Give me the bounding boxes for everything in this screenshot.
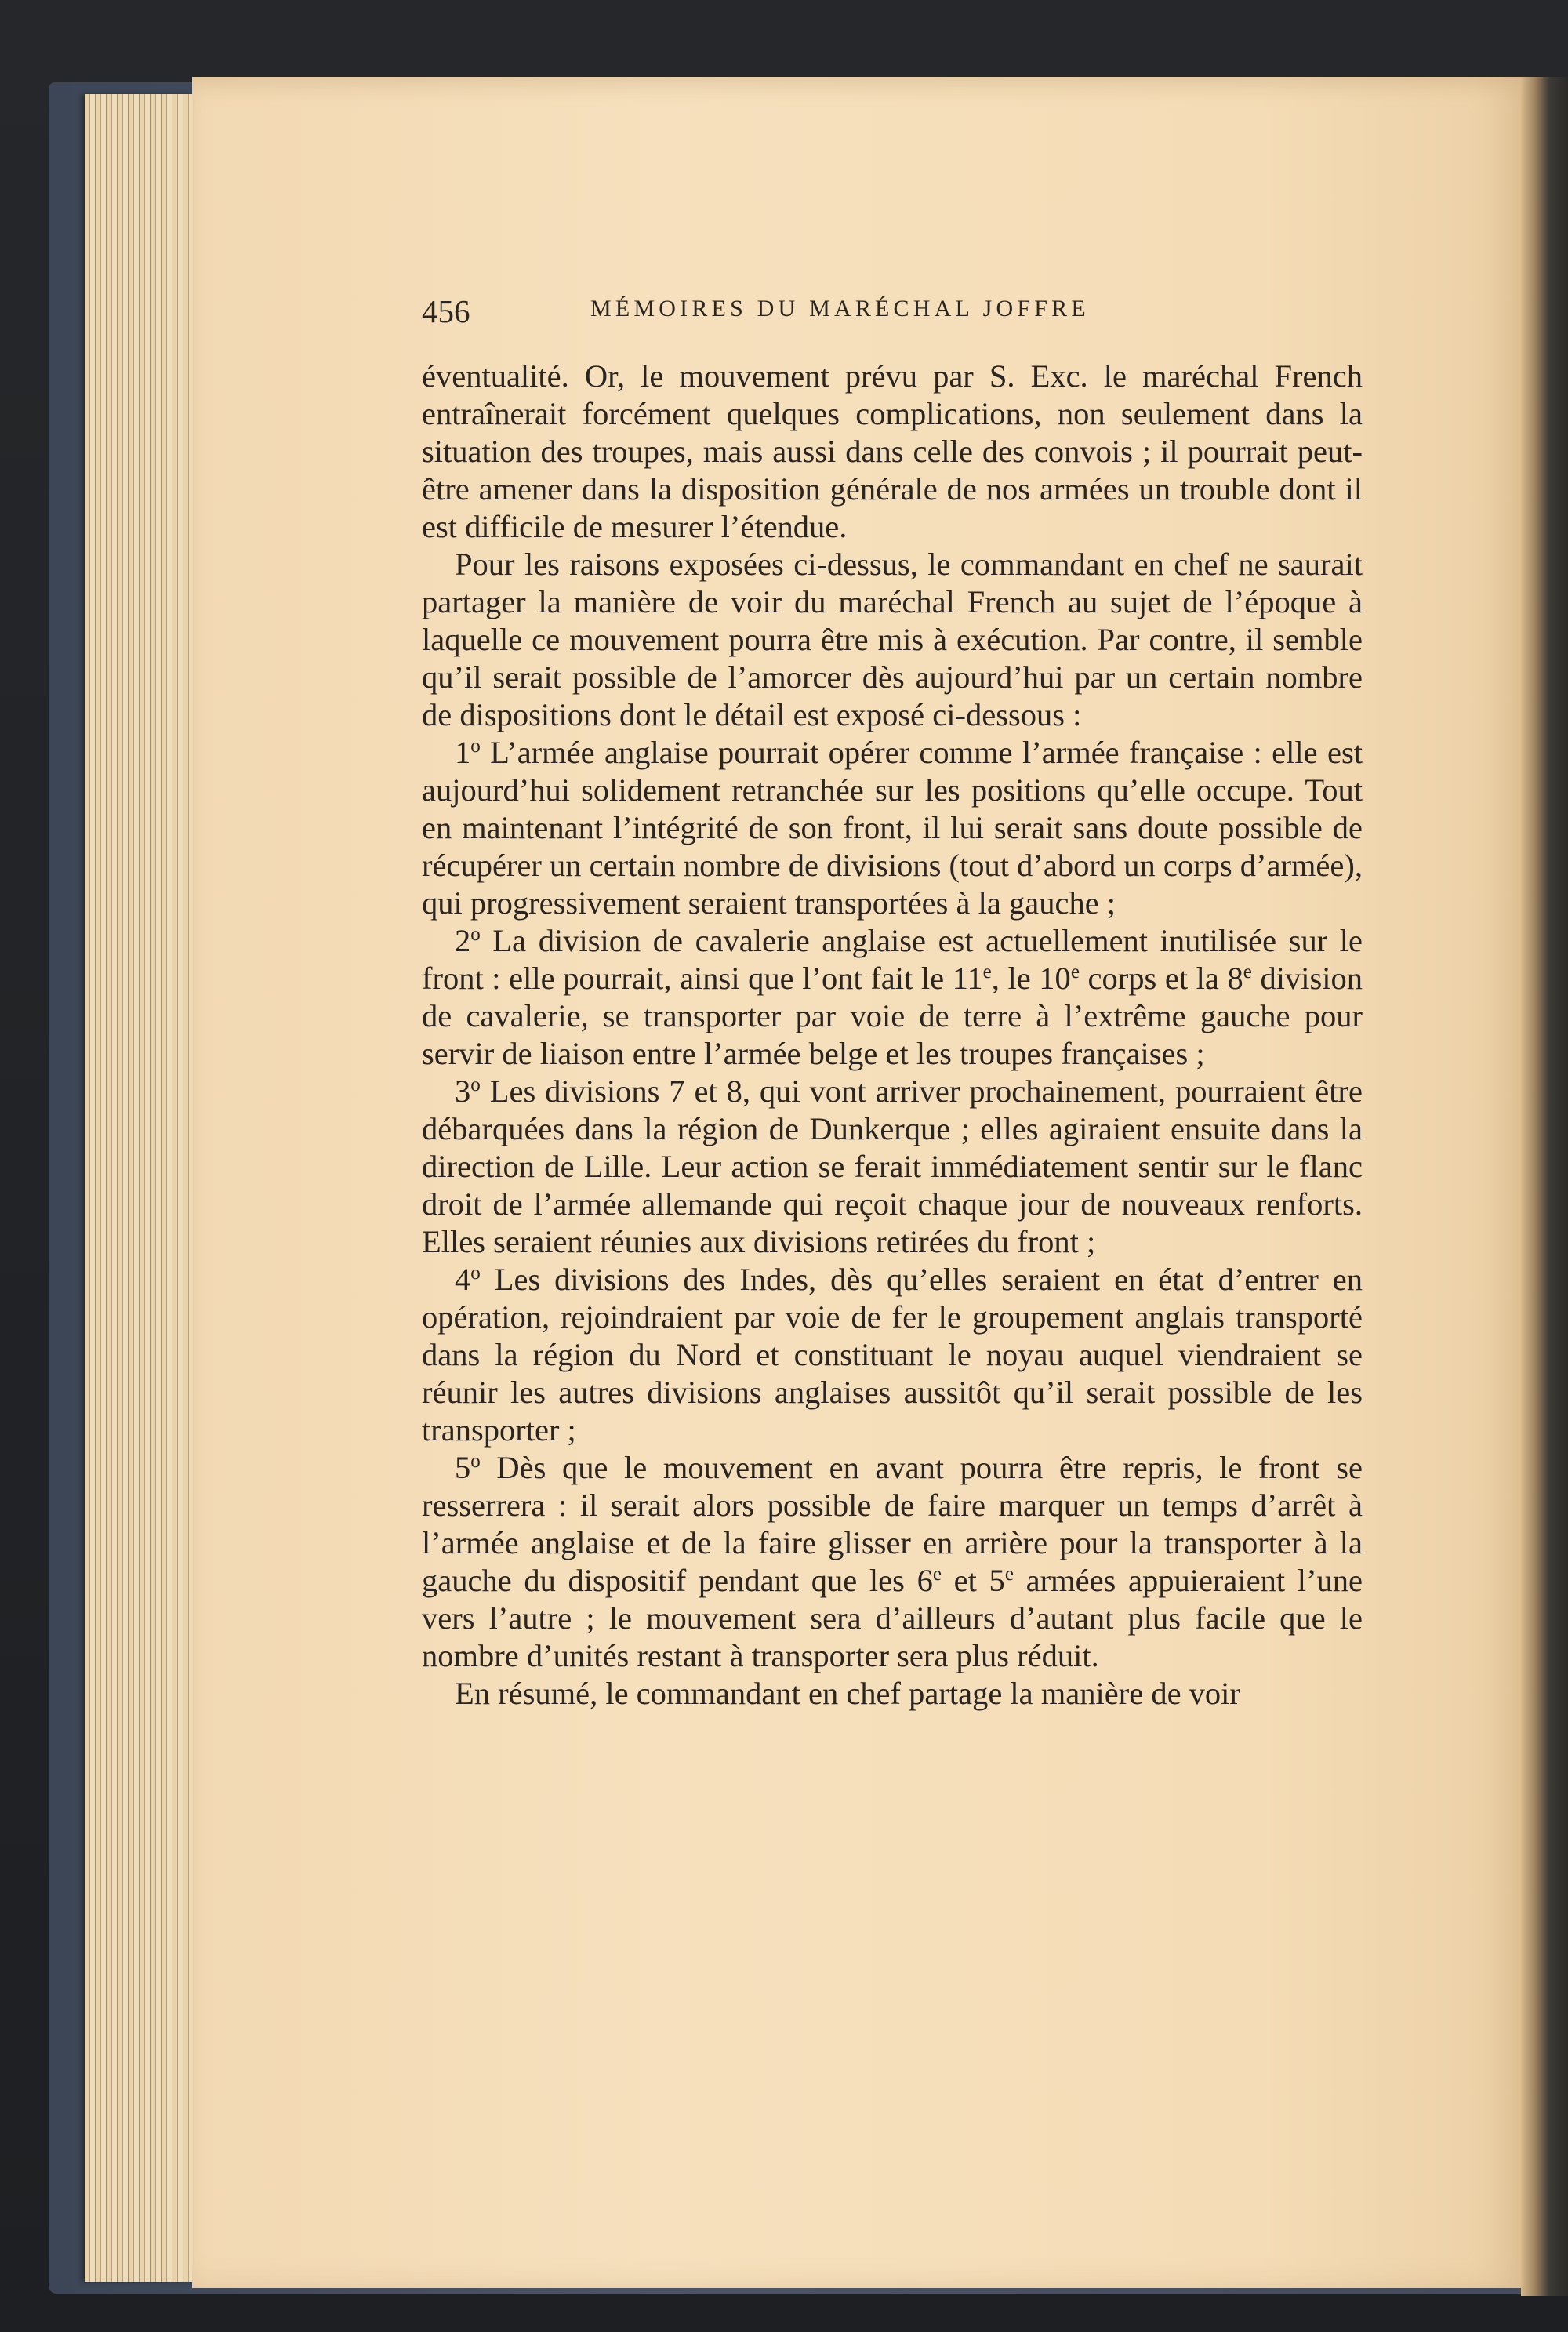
item-text: et 5 xyxy=(942,1563,1005,1598)
item-text: Les divisions 7 et 8, qui vont arriver prochainement, pourraient être débarquées dans la région de Dunkerque ; elles agiraient ensuite dans la direction de Lille. Leur action se ferait immédiatement sentir sur le flanc droit de l’armée allemande qui reçoit chaque jour de nouveaux renforts. Elles seraient réunies aux divisions retirées du front ; xyxy=(422,1073,1363,1259)
list-item-1 xyxy=(422,734,1363,922)
item-number: 5 xyxy=(455,1450,471,1485)
item-text: corps et la 8 xyxy=(1079,961,1243,996)
page-number: 456 xyxy=(422,293,470,329)
ordinal-mark: o xyxy=(470,1451,481,1473)
item-text: La division de cavalerie anglaise est actuellement inutilisée sur le front : elle pourrait, ainsi que l’ont fait le 11 xyxy=(422,923,1363,996)
item-number: 2 xyxy=(455,923,471,958)
ordinal-mark: o xyxy=(470,1262,481,1284)
ordinal-mark: o xyxy=(470,924,481,946)
item-number: 3 xyxy=(455,1073,471,1109)
item-text: L’armée anglaise pourrait opérer comme l’armée française : elle est aujourd’hui solidement retranchée sur les positions qu’elle occupe. Tout en maintenant l’intégrité de son front, il lui serait sans doute possible de récupérer un certain nombre de divisions (tout d’abord un corps d’armée), qui progressivement seraient transportées à la gauche ; xyxy=(422,735,1363,921)
list-item-4 xyxy=(422,1261,1363,1449)
item-text: armées appuieraient l’une vers l’autre ; le mouvement sera d’ailleurs d’autant plus facile que le nombre d’unités restant à transporter sera plus réduit. xyxy=(422,1563,1363,1673)
list-item-5 xyxy=(422,1449,1363,1675)
paragraph-continued: éventualité. Or, le mouvement prévu par S. Exc. le maréchal French entraînerait forcément quelques complications, non seulement dans la situation des troupes, mais aussi dans celle des convois ; il pourrait peut-être amener dans la disposition générale de nos armées un trouble dont il est difficile de mesurer l’étendue. xyxy=(422,358,1363,544)
book-gutter xyxy=(1521,77,1568,2296)
item-number: 4 xyxy=(455,1262,471,1297)
ordinal-mark: e xyxy=(1070,961,1080,983)
ordinal-mark: o xyxy=(470,736,481,757)
ordinal-mark: e xyxy=(982,961,992,983)
item-text: division de cavalerie, se transporter par voie de terre à l’extrême gauche pour servir de liaison entre l’armée belge et les troupes françaises ; xyxy=(422,961,1363,1071)
running-head xyxy=(422,292,1370,332)
body-text xyxy=(422,358,1363,1713)
list-item-2 xyxy=(422,922,1363,1073)
paragraph-summary: En résumé, le commandant en chef partage la manière de voir xyxy=(455,1676,1240,1711)
item-text: Dès que le mouvement en avant pourra être repris, le front se resserrera : il serait alors possible de faire marquer un temps d’arrêt à l’armée anglaise et de la faire glisser en arrière pour la transporter à la gauche du dispositif pendant que les 6 xyxy=(422,1450,1363,1598)
item-text: , le 10 xyxy=(991,961,1071,996)
page-edges xyxy=(85,94,202,2282)
item-text: Les divisions des Indes, dès qu’elles seraient en état d’entrer en opération, rejoindraient par voie de fer le groupement anglais transporté dans la région du Nord et constituant le noyau auquel viendraient se réunir les autres divisions anglaises aussitôt qu’il serait possible de les transporter ; xyxy=(422,1262,1363,1448)
ordinal-mark: e xyxy=(1004,1564,1014,1586)
list-item-3 xyxy=(422,1073,1363,1261)
ordinal-mark: e xyxy=(1243,961,1252,983)
ordinal-mark: o xyxy=(470,1074,481,1096)
ordinal-mark: e xyxy=(932,1564,942,1586)
item-number: 1 xyxy=(455,735,471,770)
book-title: MÉMOIRES DU MARÉCHAL JOFFRE xyxy=(590,296,1090,321)
paragraph-reasons: Pour les raisons exposées ci-dessus, le commandant en chef ne saurait partager la manière de voir du maréchal French au sujet de l’époque à laquelle ce mouvement pourra être mis à exécution. Par contre, il semble qu’il serait possible de l’amorcer dès aujourd’hui par un certain nombre de dispositions dont le détail est exposé ci-dessous : xyxy=(422,547,1363,732)
